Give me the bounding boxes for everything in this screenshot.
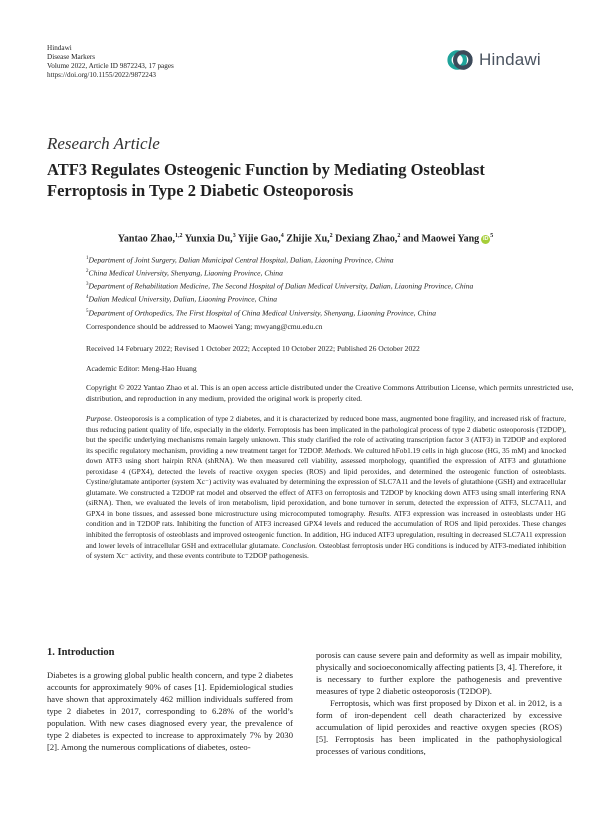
author-name: Yunxia Du, — [184, 233, 233, 245]
author-list — [0, 233, 611, 244]
affiliation-sup: 3 — [86, 282, 89, 288]
journal-meta — [47, 44, 174, 80]
article-title: ATF3 Regulates Osteogenic Function by Mediating Osteoblast Ferroptosis in Type 2 Diabetic Osteoporosis — [47, 160, 485, 200]
author-name: and Maowei Yang — [402, 233, 480, 245]
body-paragraph: Ferroptosis, which was first proposed by Dixon et al. in 2012, is a form of iron-dependent cell death characterized by excessive accumulation of lipid peroxides and reactive oxygen species (ROS) [5]. Ferroptosis has been implicated in the pathophysiological processes of various conditions, — [316, 698, 562, 757]
abstract-conclusion-label: Conclusion. — [281, 540, 318, 550]
volume-line: Volume 2022, Article ID 9872243, 17 pages — [47, 62, 174, 70]
affiliation-item — [86, 279, 586, 292]
affiliation-text: Department of Rehabilitation Medicine, The Second Hospital of Dalian Medical University, Dalian, Liaoning Province, China — [88, 281, 474, 291]
abstract-methods: We cultured hFob1.19 cells in high glucose (HG, 35 mM) and knocked down ATF3 using short hairpin RNA (shRNA). We then measured cell viability, assessed morphology, quantified the expression of ATF3 and glutathione peroxidase 4 (GPX4), detected the levels of reactive oxygen species (ROS) and lipid peroxides, and determined the osteogenic function of osteoblasts. Cystine/glutamate antiporter (system Xc⁻) activity was evaluated by determining the expression of SLC7A11 and the levels of glutathione (GSH) and extracellular glutamate. We constructed a T2DOP rat model and observed the effect of ATF3 on ferroptosis and T2DOP by knocking down ATF3 using small interfering RNA (siRNA). Then, we evaluated the levels of iron metabolism, lipid peroxidation, and bone turnover in serum, detected the expression of ATF3, SLC7A11, and GPX4 in bone tissues, and assessed bone microstructure using microcomputed tomography. — [86, 445, 566, 518]
author-name: Zhijie Xu, — [286, 233, 330, 245]
affiliation-text: Department of Joint Surgery, Dalian Municipal Central Hospital, Dalian, Liaoning Province, China — [88, 255, 394, 265]
abstract-methods-label: Methods. — [325, 445, 353, 455]
author-affil-sup: 4 — [280, 233, 284, 239]
author-affil-sup: 2 — [329, 233, 333, 239]
affiliation-item — [86, 292, 586, 305]
affiliation-item — [86, 266, 586, 279]
abstract-results-label: Results. — [368, 508, 392, 518]
affiliation-item — [86, 306, 586, 319]
affiliation-list — [86, 253, 586, 319]
body-paragraph: Diabetes is a growing global public health concern, and type 2 diabetes accounts for approximately 90% of cases [1]. Epidemiological studies have shown that approximately 462 million individuals suffered from type 2 diabetes in 2017, corresponding to 6.28% of the world’s population. With new cases diagnosed every year, the prevalence of type 2 diabetes is expected to increase to approximately 7% by 2030 [2]. Among the numerous complications of diabetes, osteo- — [47, 670, 293, 753]
author-affil-sup: 1,2 — [175, 233, 183, 239]
abstract — [86, 414, 566, 562]
affiliation-sup: 4 — [86, 295, 89, 301]
affiliation-sup: 5 — [86, 308, 89, 314]
dates-line: Received 14 February 2022; Revised 1 October 2022; Accepted 10 October 2022; Published 26 October 2022 — [86, 344, 420, 353]
abstract-results: ATF3 expression was increased in osteoblasts under HG condition and in T2DOP rats. Inhibiting the function of ATF3 increased GPX4 levels and reduced the accumulation of ROS and lipid peroxides. These changes inhibited the ferroptosis of osteoblasts and improved osteogenic function. In addition, HG induced ATF3 upregulation, resulting in decreased SLC7A11 expression and lower levels of intracellular GSH and extracellular glutamate. — [86, 508, 566, 550]
abstract-purpose: Osteoporosis is a complication of type 2 diabetes, and it is characterized by reduced bone mass, augmented bone fragility, and increased risk of fracture, thus reducing patient quality of life, especially in the elderly. Ferroptosis has been implicated in the pathological process of type 2 diabetic osteoporosis (T2DOP), but the specific underlying mechanisms remain largely unknown. This study clarified the role of activating transcription factor 3 (ATF3) in T2DOP and explored its specific regulatory mechanism, providing a new treatment target for T2DOP. — [86, 414, 566, 455]
doi-link[interactable]: https://doi.org/10.1155/2022/9872243 — [47, 71, 157, 79]
author-affil-sup: 2 — [397, 233, 401, 239]
abstract-purpose-label: Purpose. — [86, 414, 113, 423]
hindawi-logo — [446, 45, 561, 75]
affiliation-text: Department of Orthopedics, The First Hospital of China Medical University, Shenyang, Liaoning Province, China — [88, 308, 437, 318]
author-name: Dexiang Zhao, — [335, 233, 398, 245]
section-heading-introduction: 1. Introduction — [47, 647, 115, 658]
publisher-line: Hindawi — [47, 44, 72, 52]
copyright-notice: Copyright © 2022 Yantao Zhao et al. This is an open access article distributed under the Creative Commons Attribution License, which permits unrestricted use, distribution, and reproduction in any medium, provided the original work is properly cited. — [86, 383, 574, 403]
affiliation-sup: 1 — [86, 256, 89, 261]
affiliation-text: Dalian Medical University, Dalian, Liaoning Province, China — [88, 294, 277, 304]
logo-text: Hindawi — [479, 50, 541, 69]
hindawi-logo-icon — [446, 46, 474, 74]
author-affil-sup: 3 — [232, 233, 236, 239]
body-column-right — [316, 649, 562, 757]
body-paragraph: porosis can cause severe pain and deformity as well as impair mobility, physically and socioeconomically affecting patients [3, 4]. Therefore, it is necessary to further explore the pathogenesis and preventive measures of type 2 diabetic osteoporosis (T2DOP). — [316, 650, 562, 697]
correspondence-line: Correspondence should be addressed to Maowei Yang; mwyang@cmu.edu.cn — [86, 322, 323, 331]
author-affil-sup: 5 — [490, 233, 494, 239]
academic-editor: Academic Editor: Meng-Hao Huang — [86, 364, 197, 373]
body-column-left — [47, 669, 293, 753]
author-name: Yijie Gao, — [237, 233, 281, 245]
author-name: Yantao Zhao, — [117, 233, 176, 245]
abstract-conclusion: Osteoblast ferroptosis under HG conditions is induced by ATF3-mediated inhibition of system Xc⁻ activity, and these events contribute to T2DOP pathogenesis. — [86, 540, 566, 561]
journal-name: Disease Markers — [47, 53, 96, 61]
affiliation-sup: 2 — [86, 269, 89, 275]
article-type: Research Article — [47, 134, 160, 153]
affiliation-item — [86, 253, 586, 266]
orcid-icon[interactable]: iD — [482, 235, 489, 242]
affiliation-text: China Medical University, Shenyang, Liaoning Province, China — [88, 268, 283, 278]
